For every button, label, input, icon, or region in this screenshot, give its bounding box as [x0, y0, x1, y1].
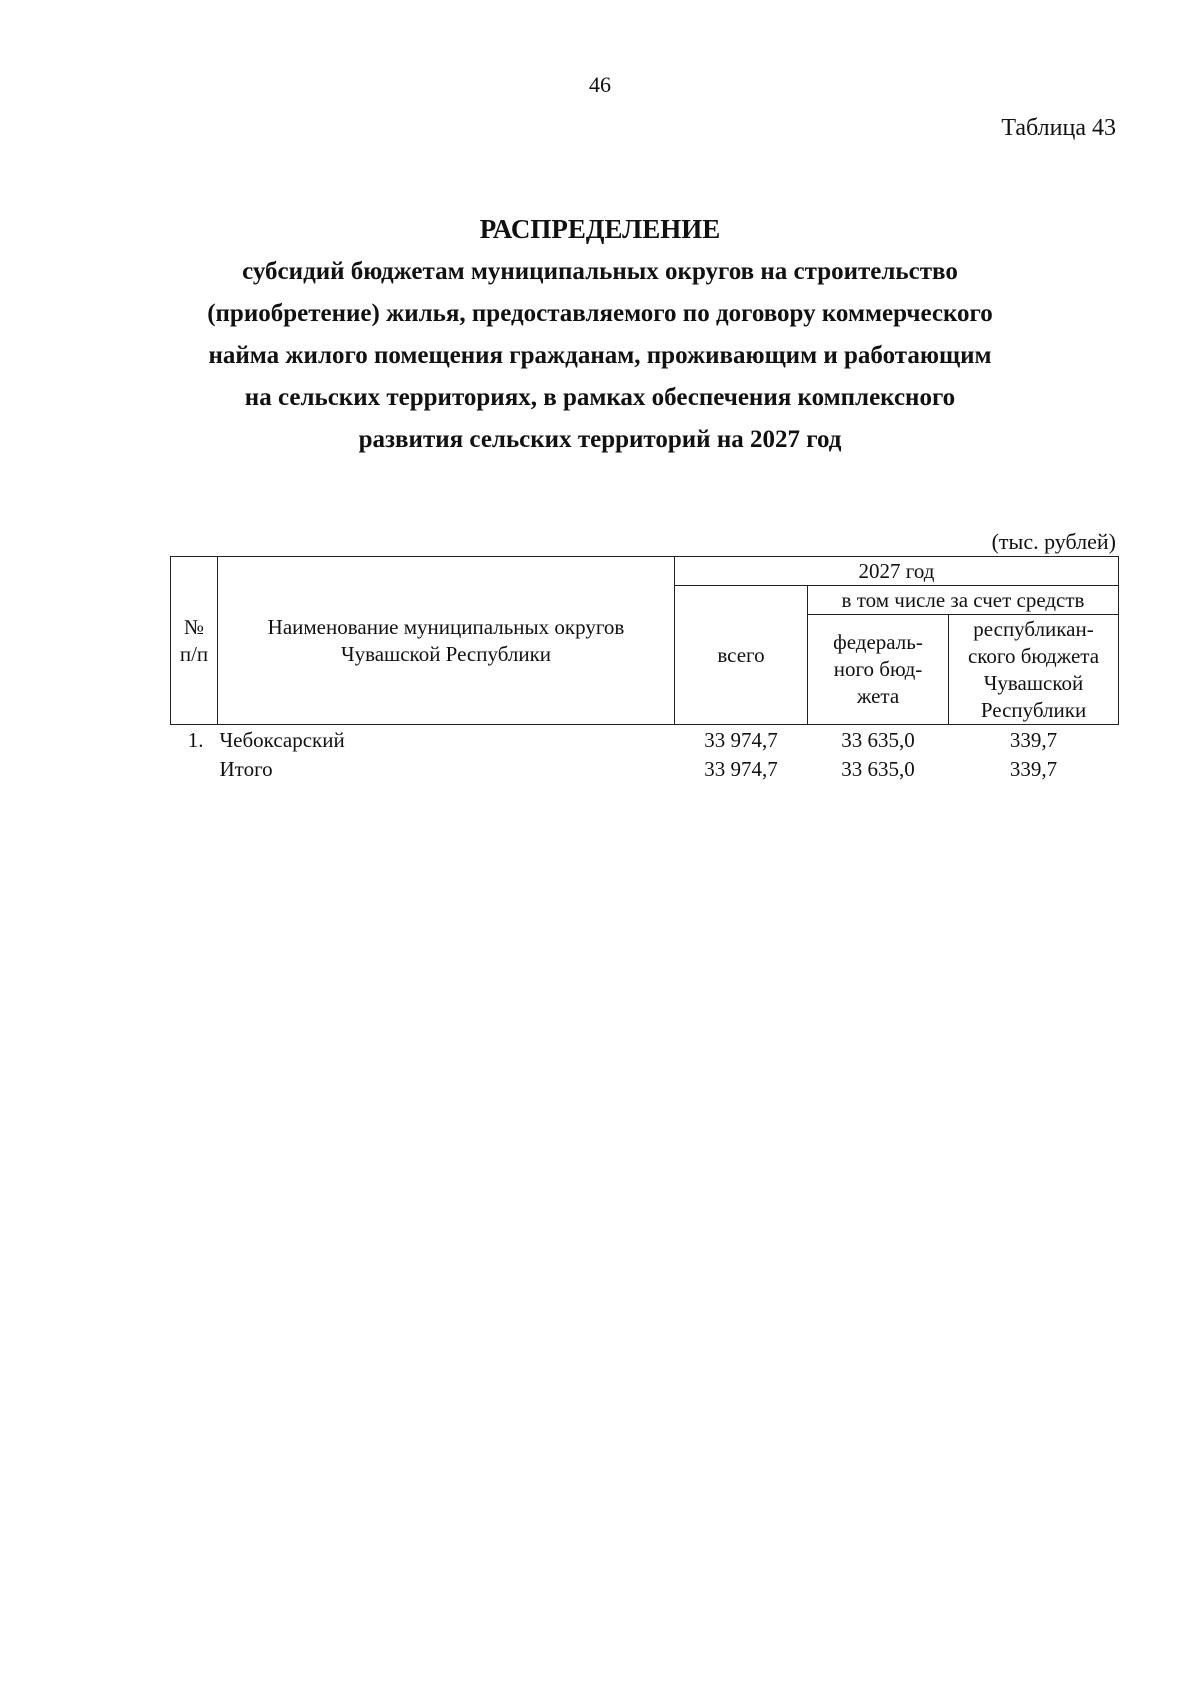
row-federal: 33 635,0: [841, 728, 915, 752]
header-republic-line-1: республикан-: [973, 616, 1094, 641]
header-federal-line-3: жета: [856, 684, 900, 708]
header-number-line-1: №: [183, 614, 205, 639]
header-federal-line-2: ного бюд-: [833, 657, 923, 681]
header-federal-line-1: федераль-: [833, 630, 923, 654]
title-line-1: субсидий бюджетам муниципальных округов на строительство: [242, 258, 958, 285]
row-total: 33 974,7: [704, 728, 778, 752]
header-number-line-2: п/п: [179, 641, 209, 666]
title-line-5: развития сельских территорий на 2027 год: [358, 426, 842, 453]
table-label: Таблица 43: [1001, 115, 1116, 141]
row-number: 1.: [187, 728, 204, 752]
header-name-line-1: Наименование муниципальных округов: [267, 614, 625, 639]
header-including: в том числе за счет средств: [808, 586, 1119, 615]
page-number: 46: [589, 72, 611, 97]
header-name-line-2: Чувашской Республики: [340, 641, 552, 666]
title-line-4: на сельских территориях, в рамках обеспечения комплексного: [244, 384, 956, 411]
header-number: [171, 557, 218, 725]
total-row-federal: 33 635,0: [841, 757, 915, 781]
document-title: [150, 207, 1050, 461]
header-name: [218, 557, 675, 725]
total-row-republic: 339,7: [1009, 757, 1058, 781]
row-republic: 339,7: [1009, 728, 1058, 752]
header-total: всего: [675, 586, 808, 725]
header-republic-line-4: Республики: [980, 697, 1087, 722]
header-republic-line-2: ского бюджета: [967, 643, 1100, 668]
header-federal: [808, 615, 949, 725]
total-row: [171, 754, 1119, 783]
title-heading: РАСПРЕДЕЛЕНИЕ: [479, 214, 721, 244]
units-label: (тыс. рублей): [991, 529, 1116, 554]
row-name: Чебоксарский: [219, 728, 345, 752]
total-row-label: Итого: [219, 757, 273, 781]
title-line-3: найма жилого помещения гражданам, проживающим и работающим: [208, 342, 992, 369]
header-republic: [949, 615, 1119, 725]
header-year: 2027 год: [675, 557, 1119, 586]
title-line-2: (приобретение) жилья, предоставляемого по договору коммерческого: [207, 300, 993, 327]
header-republic-line-3: Чувашской: [983, 670, 1084, 695]
total-row-total: 33 974,7: [704, 757, 778, 781]
table-row: [171, 725, 1119, 755]
distribution-table: [170, 556, 1119, 783]
total-row-number: [171, 754, 218, 783]
